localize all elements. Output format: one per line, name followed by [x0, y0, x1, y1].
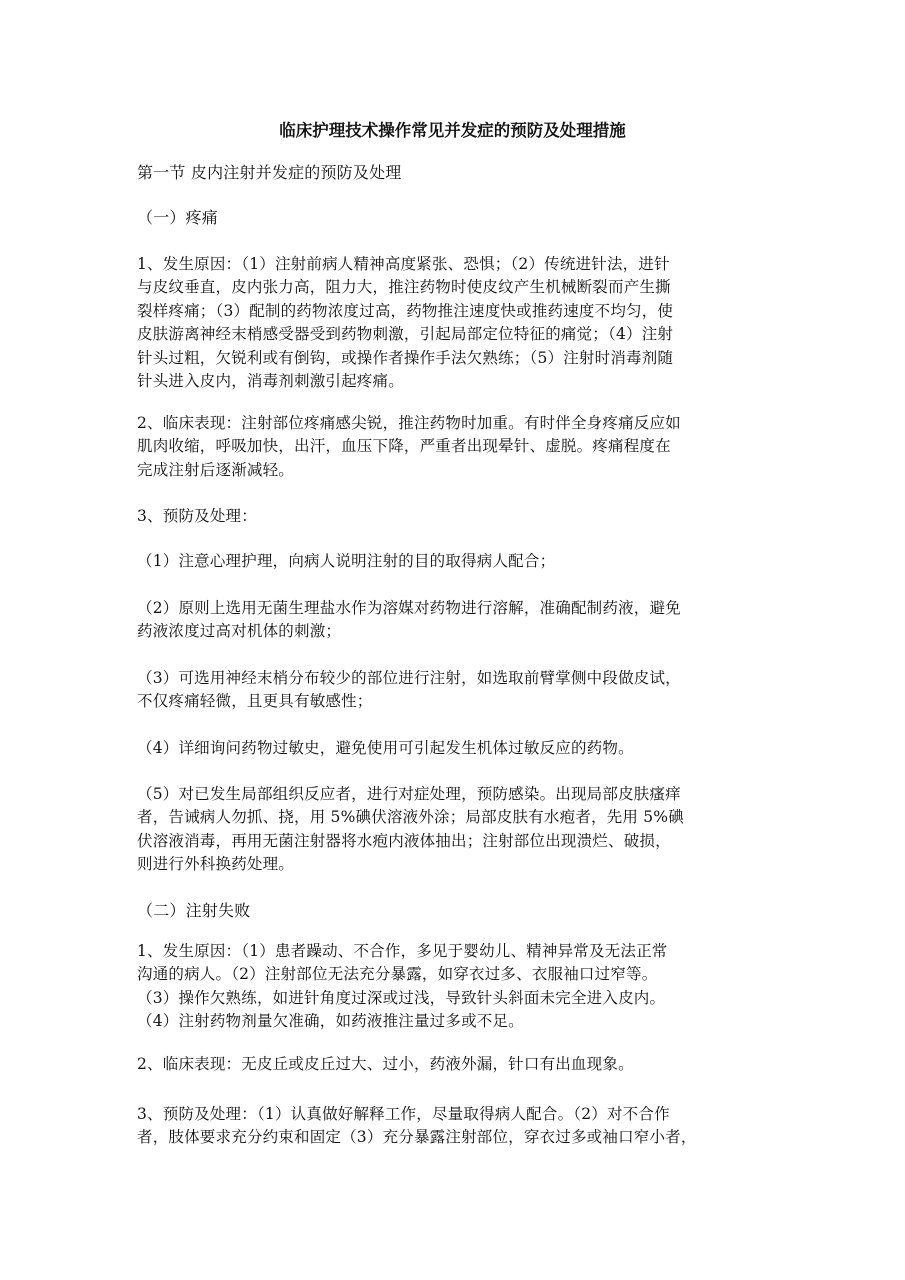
text-line: 3、预防及处理：: [137, 507, 257, 525]
text-line: （2）原则上选用无菌生理盐水作为溶媒对药物进行溶解，准确配制药液，避免: [137, 599, 681, 617]
text-line: 1、发生原因：（1）患者躁动、不合作，多见于婴幼儿、精神异常及无法正常: [137, 942, 668, 960]
text-line: 1、发生原因：（1）注射前病人精神高度紧张、恐惧；（2）传统进针法，进针: [137, 255, 670, 273]
document-title: 临床护理技术操作常见并发症的预防及处理措施: [279, 121, 626, 140]
text-line: 针头过粗，欠锐利或有倒钩，或操作者操作手法欠熟练；（5）注射时消毒剂随: [137, 348, 674, 367]
text-line: （3）可选用神经末梢分布较少的部位进行注射，如选取前臂掌侧中段做皮试，: [137, 669, 681, 687]
text-line: （4）详细询问药物过敏史，避免使用可引起发生机体过敏反应的药物。: [137, 739, 634, 757]
text-line: 沟通的病人。（2）注射部位无法充分暴露，如穿衣过多、衣服袖口过窄等。: [137, 965, 658, 984]
paragraph: [137, 940, 777, 1034]
subsection-heading: [137, 206, 777, 229]
text-line: 第一节 皮内注射并发症的预防及处理: [137, 163, 402, 182]
text-line: 不仅疼痛轻微，且更具有敏感性；: [137, 692, 373, 711]
list-item: [137, 667, 777, 714]
list-item: [137, 783, 777, 877]
paragraph: [137, 253, 777, 393]
text-line: 针头进入皮内，消毒剂刺激引起疼痛。: [137, 372, 404, 391]
text-line: 与皮纹垂直，皮内张力高，阻力大，推注药物时使皮纹产生机械断裂而产生撕: [137, 278, 671, 297]
text-line: 完成注射后逐渐减轻。: [137, 460, 295, 479]
list-item: [137, 737, 777, 760]
subsection-heading: [137, 899, 777, 922]
text-line: （3）操作欠熟练，如进针角度过深或过浅，导致针头斜面未完全进入皮内。: [137, 988, 666, 1007]
text-line: （二）注射失败: [137, 901, 251, 920]
paragraph: [137, 412, 777, 482]
section-heading: [137, 161, 777, 184]
text-line: （4）注射药物剂量欠准确，如药液推注量过多或不足。: [137, 1012, 524, 1031]
list-item: [137, 550, 777, 573]
text-line: 2、临床表现：注射部位疼痛感尖锐，推注药物时加重。有时伴全身疼痛反应如: [137, 414, 681, 432]
text-line: 3、预防及处理：（1）认真做好解释工作，尽量取得病人配合。（2）对不合作: [137, 1105, 670, 1123]
text-line: 则进行外科换药处理。: [137, 855, 295, 874]
text-line: 者，告诫病人勿抓、挠，用 5%碘伏溶液外涂；局部皮肤有水疱者，先用 5%碘: [137, 808, 684, 827]
text-line: （1）注意心理护理，向病人说明注射的目的取得病人配合；: [137, 552, 556, 570]
paragraph: [137, 505, 777, 528]
text-line: 裂样疼痛；（3）配制的药物浓度过高，药物推注速度快或推药速度不均匀，使: [137, 301, 674, 320]
list-item: [137, 597, 777, 644]
text-line: 伏溶液消毒，再用无菌注射器将水疱内液体抽出；注射部位出现溃烂、破损，: [137, 831, 671, 850]
text-line: 者，肢体要求充分约束和固定（3）充分暴露注射部位，穿衣过多或袖口窄小者，: [137, 1128, 697, 1147]
text-line: 肌肉收缩，呼吸加快，出汗，血压下降，严重者出现晕针、虚脱。疼痛程度在: [137, 437, 671, 456]
text-line: 2、临床表现：无皮丘或皮丘过大、过小，药液外漏，针口有出血现象。: [137, 1055, 634, 1073]
paragraph: [137, 1103, 777, 1150]
text-line: 药液浓度过高对机体的刺激；: [137, 622, 342, 641]
text-line: （5）对已发生局部组织反应者，进行对症处理，预防感染。出现局部皮肤瘙痒: [137, 785, 681, 803]
text-line: （一）疼痛: [137, 208, 219, 227]
paragraph: [137, 1053, 777, 1076]
text-line: 皮肤游离神经末梢感受器受到药物刺激，引起局部定位特征的痛觉；（4）注射: [137, 325, 674, 344]
